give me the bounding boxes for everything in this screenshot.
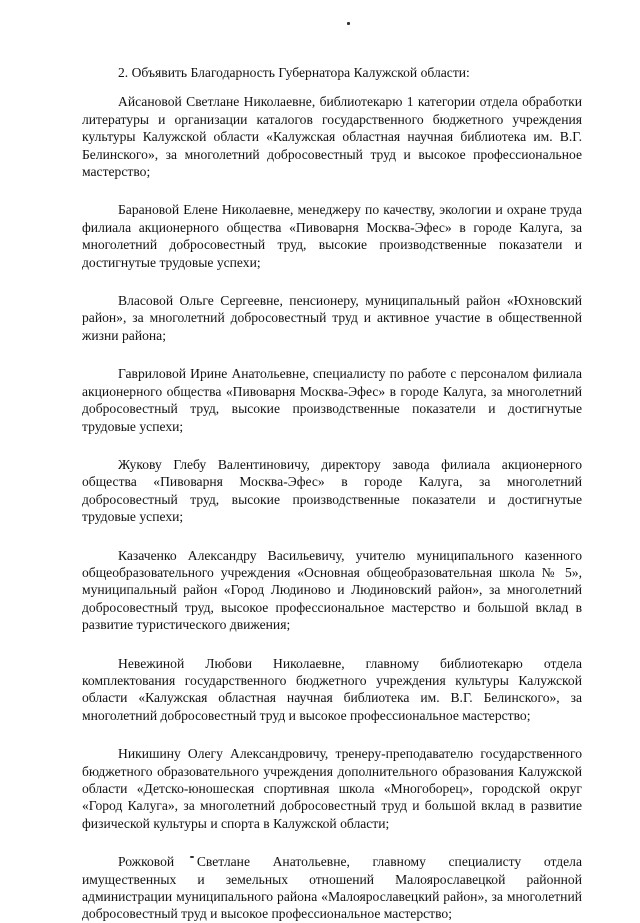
paragraph-nikishin: Никишину Олегу Александровичу, тренеру-преподавателю государственного бюджетного образовательного учреждения дополнительного образования Калужской области «Детско-юношеская спортивная школа «Многоборец», городской округ «Город Калуга», за многолетний добросовестный труд и большой вклад в развитие физической культуры и спорта в Калужской области; [82, 746, 582, 831]
paragraph-baranova: Барановой Елене Николаевне, менеджеру по качеству, экологии и охране труда филиала акционерного общества «Пивоварня Москва-Эфес» в городе Калуга, за многолетний добросовестный труд, высокие производственные показатели и достигнутые трудовые успехи; [82, 202, 582, 270]
paragraph-zhukov: Жукову Глебу Валентиновичу, директору завода филиала акционерного общества «Пивоварня Москва-Эфес» в городе Калуга, за многолетний добросовестный труд, высокие производственные показатели и достигнутые трудовые успехи; [82, 456, 582, 525]
paragraph-kazachenko: Казаченко Александру Васильевичу, учителю муниципального казенного общеобразовательного учреждения «Основная общеобразовательная школа № 5», муниципальный район «Город Людиново и Людиновский район», за многолетний добросовестный труд, высокое профессиональное мастерство и большой вклад в развитие туристического движения; [82, 547, 582, 633]
section-heading: 2. Объявить Благодарность Губернатора Калужской области: [118, 65, 470, 80]
paragraph-vlasova: Власовой Ольге Сергеевне, пенсионеру, муниципальный район «Юхновский район», за многолетний добросовестный труд и активное участие в общественной жизни района; [82, 293, 582, 343]
paragraph-aysanova: Айсановой Светлане Николаевне, библиотекарю 1 категории отдела обработки литературы и организации каталогов государственного бюджетного учреждения культуры Калужской области «Калужская областная научная библиотека им. В.Г. Белинского», за многолетний добросовестный труд и высокое профессиональное мастерство; [82, 94, 582, 180]
paragraph-gavrilova: Гавриловой Ирине Анатольевне, специалисту по работе с персоналом филиала акционерного общества «Пивоварня Москва-Эфес» в городе Калуга, за многолетний добросовестный труд, высокие производственные показатели и достигнутые трудовые успехи; [82, 366, 582, 434]
scan-artifact [347, 22, 350, 25]
document-body [82, 64, 582, 923]
paragraph-rozhkova: Рожковой Светлане Анатольевне, главному специалисту отдела имущественных и земельных отношений Малоярославецкой районной администрации муниципального района «Малоярославецкий район», за многолетний добросовестный труд и высокое профессиональное мастерство; [82, 854, 582, 922]
paragraph-nevezhina: Невежиной Любови Николаевне, главному библиотекарю отдела комплектования государственного бюджетного учреждения культуры Калужской области «Калужская областная научная библиотека им. В.Г. Белинского», за многолетний добросовестный труд и высокое профессиональное мастерство; [82, 655, 582, 723]
